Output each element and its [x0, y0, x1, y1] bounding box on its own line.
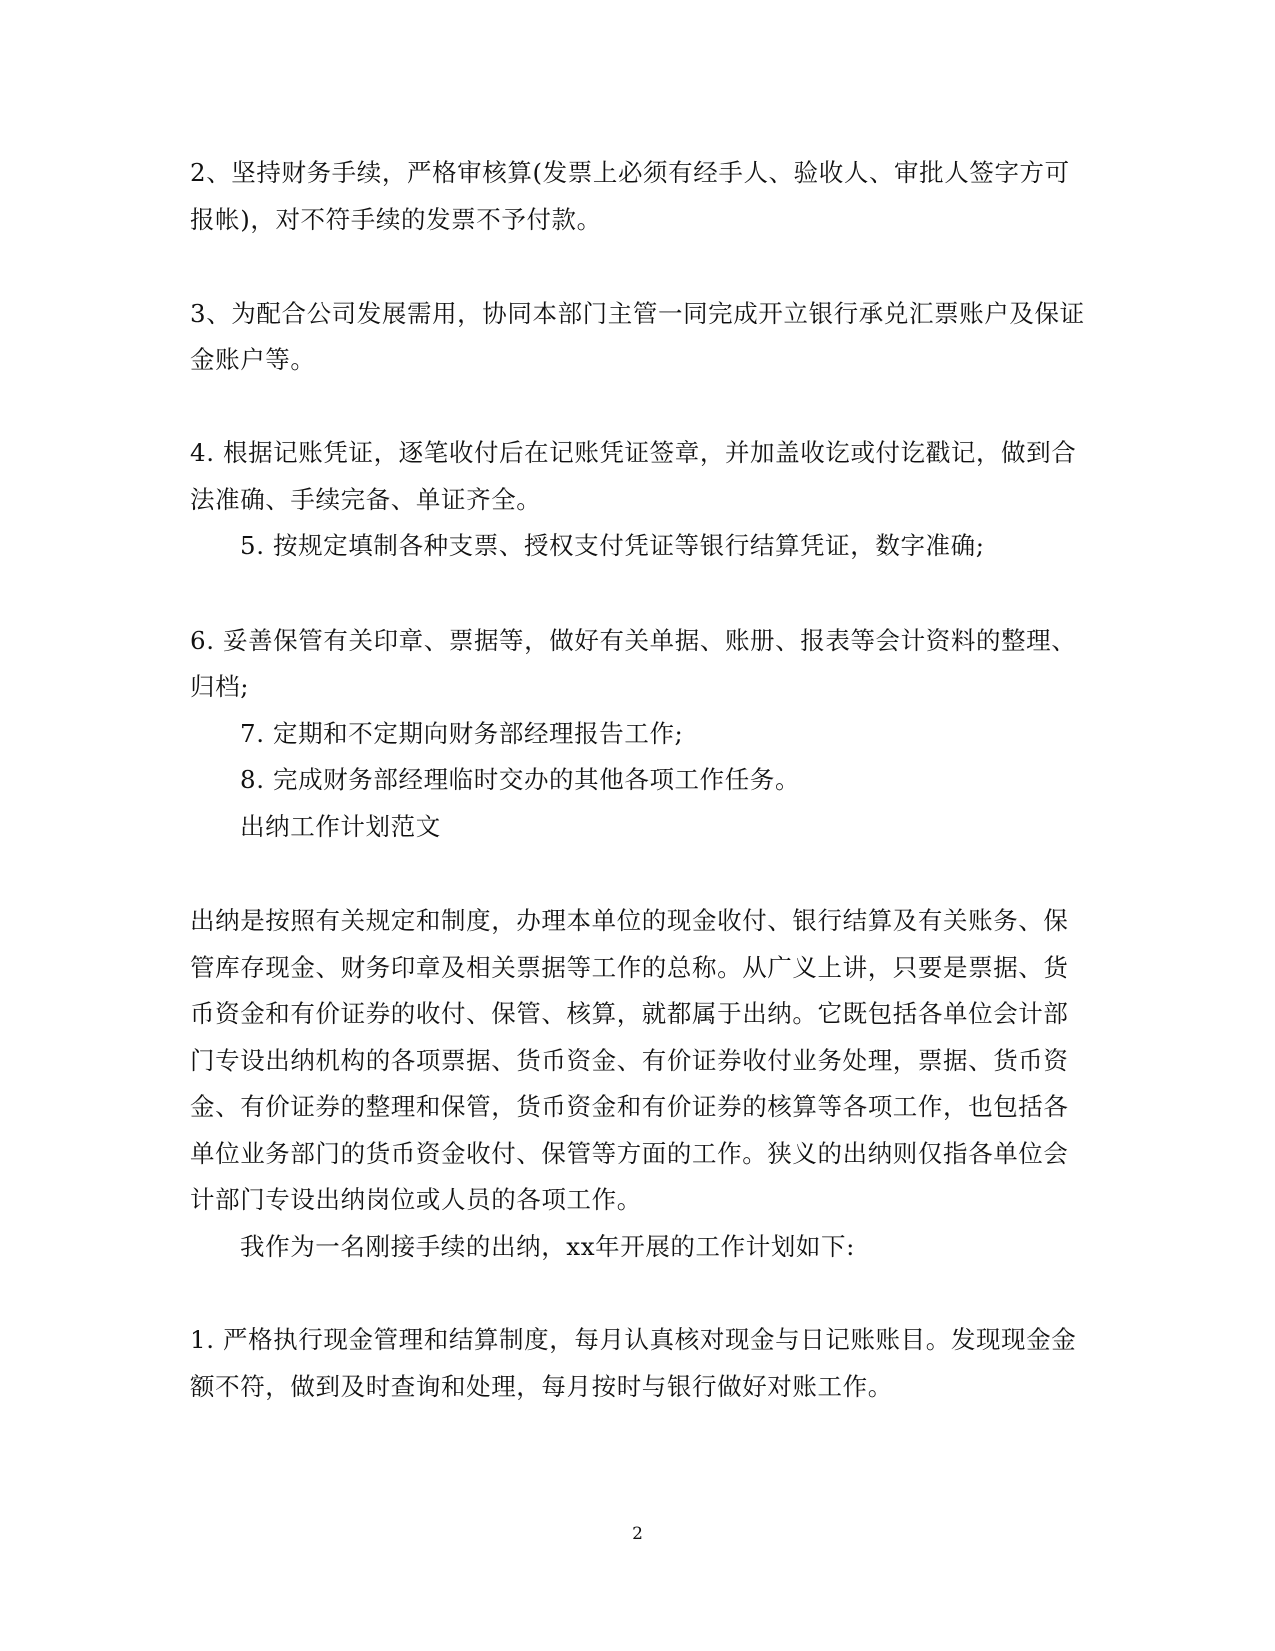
plan-intro-line: 我作为一名刚接手续的出纳，xx年开展的工作计划如下: — [240, 1232, 855, 1261]
item-7-line: 7. 定期和不定期向财务部经理报告工作; — [240, 719, 684, 748]
item-2-line-1: 2、坚持财务手续，严格审核算(发票上必须有经手人、验收人、审批人签字方可 — [190, 158, 1070, 187]
intro-paragraph-line-6: 单位业务部门的货币资金收付、保管等方面的工作。狭义的出纳则仅指各单位会 — [190, 1139, 1069, 1168]
intro-paragraph-line-3: 币资金和有价证券的收付、保管、核算，就都属于出纳。它既包括各单位会计部 — [190, 999, 1069, 1028]
item-8-line: 8. 完成财务部经理临时交办的其他各项工作任务。 — [240, 765, 801, 794]
item-2-line-2: 报帐)，对不符手续的发票不予付款。 — [190, 205, 602, 234]
item-6-line-1: 6. 妥善保管有关印章、票据等，做好有关单据、账册、报表等会计资料的整理、 — [190, 626, 1077, 655]
section-heading: 出纳工作计划范文 — [240, 812, 441, 841]
plan-item-1-line-1: 1. 严格执行现金管理和结算制度，每月认真核对现金与日记账账目。发现现金金 — [190, 1325, 1077, 1354]
intro-paragraph-line-2: 管库存现金、财务印章及相关票据等工作的总称。从广义上讲，只要是票据、货 — [190, 953, 1069, 982]
item-3-line-1: 3、为配合公司发展需用，协同本部门主管一同完成开立银行承兑汇票账户及保证 — [190, 299, 1085, 328]
intro-paragraph-line-5: 金、有价证券的整理和保管，货币资金和有价证券的核算等各项工作，也包括各 — [190, 1092, 1069, 1121]
item-4-line-2: 法准确、手续完备、单证齐全。 — [190, 485, 542, 514]
item-5-line: 5. 按规定填制各种支票、授权支付凭证等银行结算凭证，数字准确; — [240, 531, 985, 560]
item-3-line-2: 金账户等。 — [190, 345, 316, 374]
item-4-line-1: 4. 根据记账凭证，逐笔收付后在记账凭证签章，并加盖收讫或付讫戳记，做到合 — [190, 438, 1077, 467]
intro-paragraph-line-1: 出纳是按照有关规定和制度，办理本单位的现金收付、银行结算及有关账务、保 — [190, 906, 1069, 935]
intro-paragraph-line-7: 计部门专设出纳岗位或人员的各项工作。 — [190, 1185, 642, 1214]
intro-paragraph-line-4: 门专设出纳机构的各项票据、货币资金、有价证券收付业务处理，票据、货币资 — [190, 1046, 1069, 1075]
item-6-line-2: 归档; — [190, 672, 250, 701]
plan-item-1-line-2: 额不符，做到及时查询和处理，每月按时与银行做好对账工作。 — [190, 1372, 893, 1401]
page-number: 2 — [632, 1524, 643, 1544]
